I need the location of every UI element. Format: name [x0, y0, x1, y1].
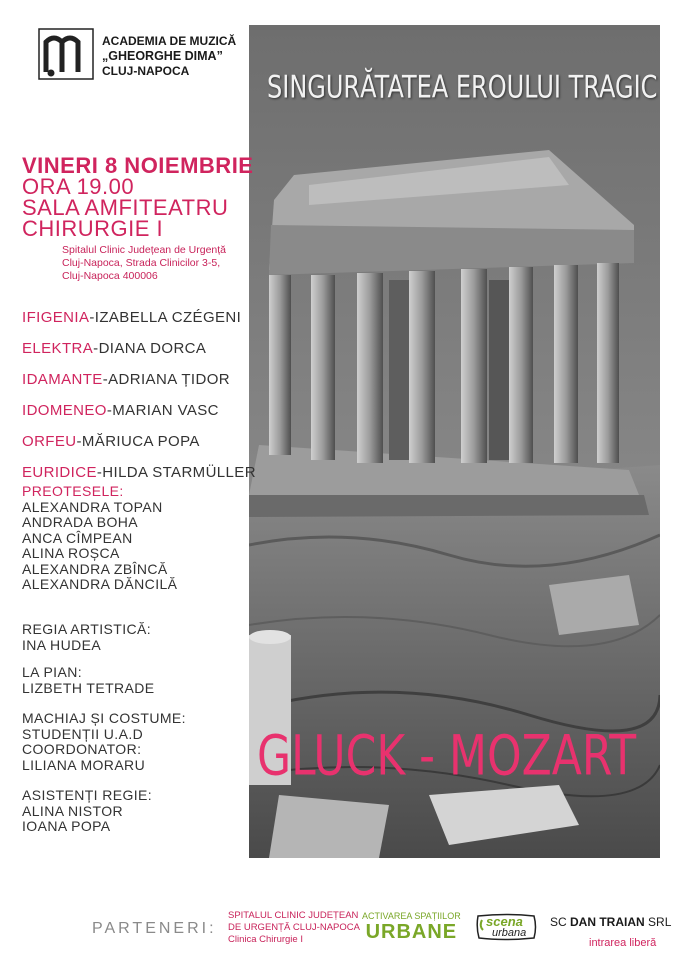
composers-title: GLUCK - MOZART [257, 724, 637, 789]
cast-name: -IZABELLA CZÉGENI [89, 309, 242, 326]
assistants-heading: ASISTENȚI REGIE: [22, 787, 153, 803]
coordinator-heading: COORDONATOR: [22, 741, 142, 757]
partner-hospital-line-1: SPITALUL CLINIC JUDEȚEAN [228, 910, 359, 921]
partners-label: PARTENERI: [92, 920, 217, 937]
cast-name: -MARIAN VASC [106, 402, 219, 419]
cast-role: IFIGENIA [22, 309, 90, 326]
partner-urbane-big: URBANE [365, 921, 458, 943]
priestess-name: ANCA CÎMPEAN [22, 529, 133, 546]
priestess-name: ALEXANDRA DĂNCILĂ [22, 576, 178, 592]
academy-name [102, 34, 236, 79]
cast-row [22, 302, 256, 333]
cast-role: EURIDICE [22, 464, 97, 481]
priestesses-heading: PREOTESELE: [22, 483, 124, 499]
academy-line-1: ACADEMIA DE MUZICĂ [102, 34, 237, 48]
scena-word-2: urbana [492, 927, 527, 939]
partner-hospital-line-2: DE URGENȚĂ CLUJ-NAPOCA [228, 922, 360, 933]
event-venue-line-2: CHIRURGIE I [22, 216, 164, 241]
cast-name: -ADRIANA ȚIDOR [102, 371, 230, 388]
priestess-name: ALEXANDRA TOPAN [22, 498, 163, 515]
partner-urbane [362, 911, 461, 943]
priestess-name: ALINA ROȘCA [22, 545, 120, 561]
academy-line-3: CLUJ-NAPOCA [102, 64, 190, 78]
cast-role: ORFEU [22, 433, 77, 450]
address-line-1: Spitalul Clinic Județean de Urgență [62, 244, 227, 256]
makeup-block [22, 711, 186, 773]
assistant-name: ALINA NISTOR [22, 802, 124, 819]
event-venue-line-1: SALA AMFITEATRU [22, 195, 229, 220]
cast-role: ELEKTRA [22, 340, 94, 357]
event-address [62, 244, 226, 283]
cast-row [22, 333, 256, 364]
piano-name: LIZBETH TETRADE [22, 679, 155, 696]
direction-name: INA HUDEA [22, 636, 102, 653]
free-entry-note: intrarea liberă [589, 937, 657, 949]
sponsor-prefix: SC [550, 915, 571, 929]
event-info [22, 155, 253, 239]
partner-hospital-line-3: Clinica Chirurgie I [228, 934, 303, 945]
cast-row [22, 364, 256, 395]
cast-role: IDOMENEO [22, 402, 107, 419]
cast-row [22, 395, 256, 426]
priestess-name: ANDRADA BOHA [22, 514, 139, 530]
partner-dan-traian [550, 915, 671, 929]
cast-list [22, 302, 256, 488]
piano-heading: LA PIAN: [22, 664, 83, 680]
priestess-name: ALEXANDRA ZBÎNCĂ [22, 560, 168, 577]
address-line-3: Cluj-Napoca 400006 [62, 270, 158, 282]
cast-row [22, 426, 256, 457]
academy-line-2: „GHEORGHE DIMA” [102, 49, 223, 63]
event-day: VINERI 8 NOIEMBRIE [22, 153, 254, 178]
sponsor-name: DAN TRAIAN [570, 915, 645, 929]
partner-hospital [228, 910, 360, 946]
academy-logo [38, 28, 94, 80]
direction-block [22, 622, 151, 653]
makeup-name: STUDENȚII U.A.D [22, 725, 144, 742]
poster-title: SINGURĂTATEA EROULUI TRAGIC [267, 68, 658, 106]
cast-name: -HILDA STARMÜLLER [96, 464, 256, 481]
scena-word-1: scena [486, 914, 523, 929]
address-line-2: Cluj-Napoca, Strada Clinicilor 3-5, [62, 257, 221, 269]
makeup-heading: MACHIAJ ȘI COSTUME: [22, 710, 186, 726]
sponsor-suffix: SRL [644, 915, 672, 929]
direction-heading: REGIA ARTISTICĂ: [22, 621, 152, 637]
cast-name: -MĂRIUCA POPA [76, 433, 200, 450]
partner-scena-logo [474, 912, 540, 942]
assistants-block [22, 788, 152, 835]
cast-name: -DIANA DORCA [93, 340, 207, 357]
assistant-name: IOANA POPA [22, 818, 111, 834]
event-time: ORA 19.00 [22, 174, 135, 199]
priestesses-block [22, 484, 177, 593]
cast-role: IDAMANTE [22, 371, 103, 388]
partner-urbane-small: ACTIVAREA SPAȚIILOR [362, 911, 461, 921]
piano-block [22, 665, 155, 696]
parthenon-photo [249, 25, 660, 858]
coordinator-name: LILIANA MORARU [22, 756, 146, 773]
